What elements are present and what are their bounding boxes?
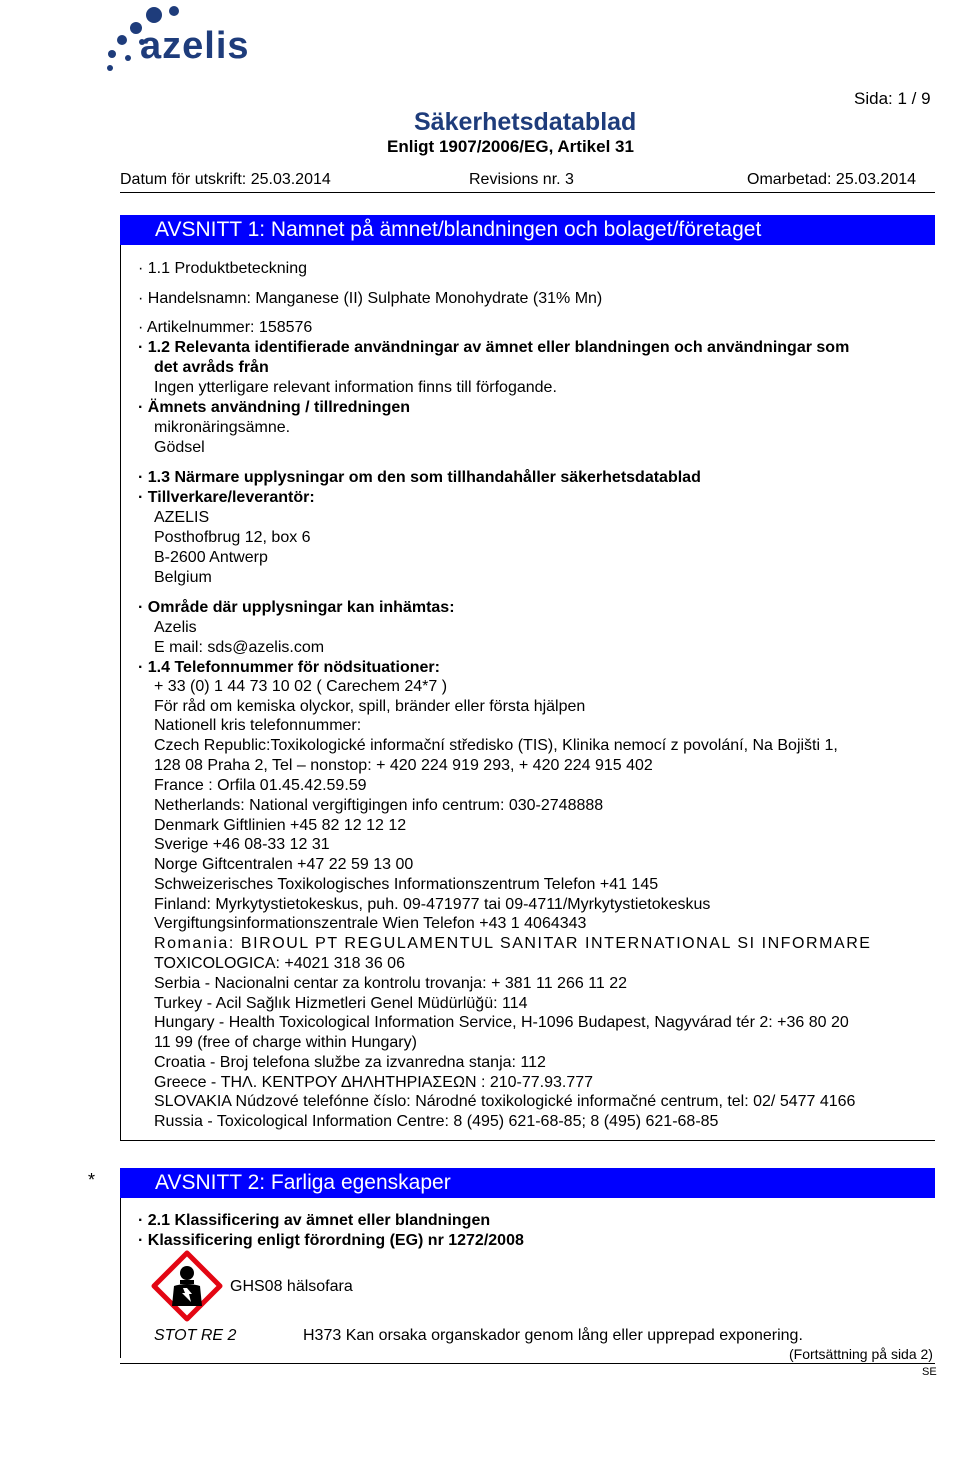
print-date: Datum för utskrift: 25.03.2014 [120,171,331,188]
page-number: Sida: 1 / 9 [854,89,931,108]
header-divider [120,192,935,193]
hazard-statement: H373 Kan orsaka organskador genom lång eller upprepad exponering. [303,1327,803,1344]
section-1-line: SLOVAKIA Núdzové telefónne číslo: Národné toxikologické informačné centrum, tel: 02/ 5477 4166 [154,1093,856,1110]
section-1-line: 128 08 Praha 2, Tel – nonstop: + 420 224 919 293, + 420 224 915 402 [154,757,653,774]
section-1-line: · 1.1 Produktbeteckning [138,260,307,277]
section-1-line: B-2600 Antwerp [154,549,268,566]
section-1-line: Czech Republic:Toxikologické informační středisko (TIS), Klinika nemocí z povolání, Na Bojišti 1, [154,737,838,754]
revised-date: Omarbetad: 25.03.2014 [747,171,917,188]
document-subtitle: Enligt 1907/2006/EG, Artikel 31 [387,137,634,156]
section-1-line: + 33 (0) 1 44 73 10 02 ( Carechem 24*7 ) [154,678,448,695]
section-1-line: E mail: sds@azelis.com [154,639,325,656]
section-1-line: mikronäringsämne. [154,419,291,436]
section-1-line: Azelis [154,619,197,636]
revision-number: Revisions nr. 3 [469,171,574,188]
continuation-note: (Fortsättning på sida 2) [789,1346,933,1362]
section-1-line: Croatia - Broj telefona službe za izvanredna stanja: 112 [154,1054,546,1071]
section-1-line: Schweizerisches Toxikologisches Informationszentrum Telefon +41 145 [154,876,659,893]
section-1-line: Netherlands: National vergiftigingen info centrum: 030-2748888 [154,797,604,814]
section-1-line: · 1.2 Relevanta identifierade användningar av ämnet eller blandningen och användningar som [138,339,850,356]
section-1-line: TOXICOLOGICA: +4021 318 36 06 [154,955,405,972]
section-1-line: Vergiftungsinformationszentrale Wien Telefon +43 1 4064343 [154,915,587,932]
section-1-line: · Ämnets användning / tillredningen [138,399,411,416]
logo-text: azelis [140,25,250,67]
section-1-line: det avråds från [154,359,269,376]
section-1-line: Finland: Myrkytystietokeskus, puh. 09-471977 tai 09-4711/Myrkytystietokeskus [154,896,711,913]
section-1-line: Ingen ytterligare relevant information finns till förfogande. [154,379,557,396]
section-2-left-border [120,1198,121,1358]
section-1-line: Sverige +46 08-33 12 31 [154,836,330,853]
ghs08-health-hazard-icon [151,1250,223,1322]
section-1-line: Belgium [154,569,212,586]
section-1-line: Serbia - Nacionalni centar za kontrolu trovanja: + 381 11 266 11 22 [154,975,628,992]
section-2-heading: AVSNITT 2: Farliga egenskaper [120,1168,935,1198]
section-1-line: Posthofbrug 12, box 6 [154,529,311,546]
section-1-heading: AVSNITT 1: Namnet på ämnet/blandningen och bolaget/företaget [120,215,935,245]
section-1-line: Norge Giftcentralen +47 22 59 13 00 [154,856,414,873]
section-1-line: För råd om kemiska olyckor, spill, bränder eller första hjälpen [154,698,586,715]
section-1-line: Hungary - Health Toxicological Information Service, H-1096 Budapest, Nagyvárad tér 2: +36 80 20 [154,1014,849,1031]
section-1-line: Greece - ΤΗΛ. ΚΕΝΤΡΟΥ ΔΗΛΗΤΗΡΙΑΣΕΩΝ : 210-77.93.777 [154,1074,594,1091]
section-1-bottom-border [120,1140,935,1141]
company-logo [98,2,258,80]
section-1-line: Romania: BIROUL PT REGULAMENTUL SANITAR INTERNATIONAL SI INFORMARE [154,935,872,952]
section-1-line: · 1.3 Närmare upplysningar om den som tillhandahåller säkerhetsdatablad [138,469,701,486]
section-1-line: · Område där upplysningar kan inhämtas: [138,599,455,616]
section-1-line: · Artikelnummer: 158576 [138,319,313,336]
language-code: SE [922,1366,937,1378]
section-1-left-border [120,245,121,1141]
hazard-class-code: STOT RE 2 [154,1327,237,1344]
section-1-line: 11 99 (free of charge within Hungary) [154,1034,417,1051]
change-marker: * [88,1170,96,1190]
section-1-line: Gödsel [154,439,205,456]
section-1-line: · Tillverkare/leverantör: [138,489,315,506]
section-1-line: Nationell kris telefonnummer: [154,717,362,734]
classification-title: · Klassificering enligt förordning (EG) nr 1272/2008 [138,1232,524,1249]
ghs-pictogram-label: GHS08 hälsofara [230,1278,353,1295]
section-1-line: · Handelsnamn: Manganese (II) Sulphate Monohydrate (31% Mn) [138,290,603,307]
document-title: Säkerhetsdatablad [414,108,637,136]
section-1-line: · 1.4 Telefonnummer för nödsituationer: [138,659,440,676]
footer-divider [120,1363,935,1364]
section-1-line: Denmark Giftlinien +45 82 12 12 12 [154,817,407,834]
section-2-1-title: · 2.1 Klassificering av ämnet eller blandningen [138,1212,491,1229]
section-1-line: France : Orfila 01.45.42.59.59 [154,777,367,794]
section-1-line: Turkey - Acil Sağlık Hizmetleri Genel Müdürlüğü: 114 [154,995,528,1012]
section-1-line: AZELIS [154,509,210,526]
section-1-line: Russia - Toxicological Information Centre: 8 (495) 621-68-85; 8 (495) 621-68-85 [154,1113,719,1130]
